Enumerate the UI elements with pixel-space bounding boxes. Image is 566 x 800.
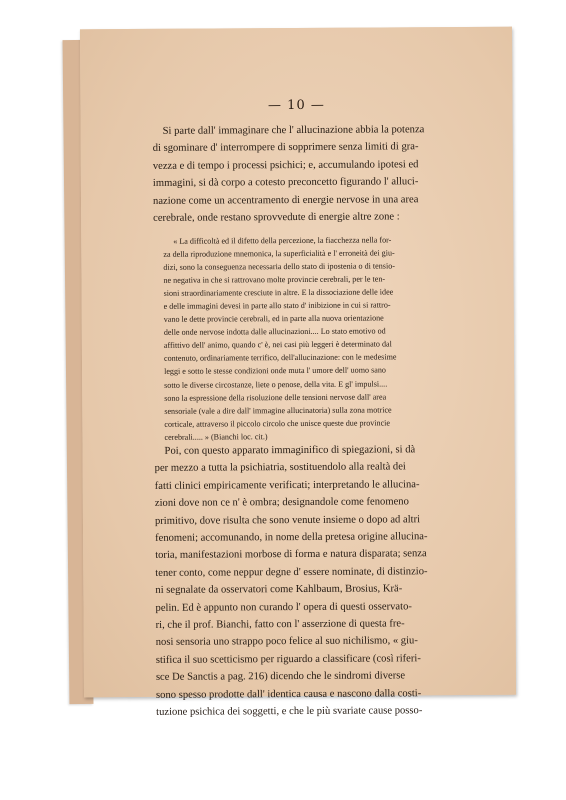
text-line: immagini, si dà corpo a cotesto preconcetto figurando l' alluci- [152, 176, 419, 190]
paragraph-1 [153, 121, 448, 227]
text-line: Si parte dall' immaginare che l' allucinazione abbia la potenza [162, 124, 425, 137]
paragraph-2 [154, 441, 450, 721]
text-line: nazione come un accentramento di energie nervose in una area [152, 193, 419, 207]
text-line: vezza e di tempo i processi psichici; e, accumulando ipotesi ed [152, 159, 419, 172]
quote-line: za della riproduzione mnemonica, la superficialità e l' erroneità dei giu- [163, 248, 395, 259]
text-line: primitivo, dove risulta che sono venute insieme o dopo ad altri [154, 513, 421, 527]
text-line: tener conto, come neppur degne d' essere nominate, di distinzio- [155, 566, 428, 579]
text-line: di sgominare d' interrompere di sopprimere senza limiti di gra- [152, 141, 419, 155]
text-line: toria, manifestazioni morbose di forma e natura disparata; senza [155, 548, 427, 562]
quote-line: sono la espressione della risoluzione delle tensioni nervose dall' area [164, 392, 387, 403]
quote-line: affittivo dell' animo, quando c' è, nei casi più leggeri è determinato dal [163, 339, 392, 351]
text-line: sono spesso prodotte dall' identica causa e nascono dalla costi- [155, 687, 422, 701]
text-line: fenomeni; accomunando, in nome della pretesa origine allucina- [155, 531, 428, 544]
block-quote [163, 233, 450, 443]
quote-line: dizi, sono la conseguenza necessaria dello stato di ipostenia o di tensio- [163, 261, 395, 272]
quote-line: contenuto, ordinariamente terrifico, dell'allucinazione: con le medesime [163, 352, 397, 364]
text-line: stifica il suo scetticismo per riguardo a classificare (così riferi- [155, 653, 421, 666]
document-page [80, 27, 516, 718]
text-line: fatti clinici empiricamente verificati; interpretando le allucina- [154, 479, 420, 492]
text-line: zioni dove non ce n' è ombra; designandole come fenomeno [154, 496, 409, 510]
text-line: ri, che il prof. Bianchi, fatto con l' asserzione di questa fre- [155, 618, 405, 631]
quote-line: e delle immagini devesi in parte allo stato d' inibizione in cui si rattro- [163, 300, 391, 312]
quote-line: vano le dette provincie cerebrali, ed in parte alla nuova orientazione [163, 313, 384, 325]
quote-line: leggi e sotto le stesse condizioni onde muta l' umore dell' uomo sano [164, 365, 386, 377]
quote-line: « La difficoltà ed il difetto della percezione, la fiacchezza nella for- [173, 235, 392, 246]
text-line: Poi, con questo apparato immaginifico di spiegazioni, si dà [164, 444, 416, 457]
quote-line: sotto le diverse circostanze, liete o penose, della vita. E gl' impulsi.... [164, 378, 388, 390]
text-line: per mezzo a tutta la psichiatria, sostituendolo alla realtà dei [154, 461, 406, 475]
text-line: tuzione psichica dei soggetti, e che le più svariate cause posso- [156, 705, 423, 718]
quote-line: delle onde nervose indotta dalle allucinazioni.... Lo stato emotivo od [163, 326, 386, 338]
text-line: pelin. Ed è appunto non curando l' opera di questi osservato- [155, 600, 412, 614]
text-line: ni segnalate da osservatori come Kahlbaum, Brosius, Krä- [155, 583, 403, 597]
quote-line: corticale, attraverso il piccolo circolo che unisce queste due provincie [164, 418, 391, 429]
text-line: sce De Sanctis a pag. 216) dicendo che le sindromi diverse [155, 670, 406, 684]
quote-line: sensoriale (vale a dire dall' immagine allucinatoria) sulla zona motrice [164, 405, 392, 416]
text-line: nosi sensoria uno strappo poco felice al suo nichilismo, « giu- [155, 635, 418, 649]
quote-line: cerebrali..... » (Bianchi loc. cit.) [164, 431, 268, 442]
quote-line: ne negativa in che si rattrovano molte provincie cerebrali, per le ten- [163, 274, 386, 285]
page-number: — 10 — [267, 97, 325, 114]
text-line: cerebrale, onde restano sprovvedute di energie altre zone : [153, 211, 400, 224]
quote-line: sioni straordinariamente cresciute in altre. E la dissociazione delle idee [163, 287, 394, 299]
